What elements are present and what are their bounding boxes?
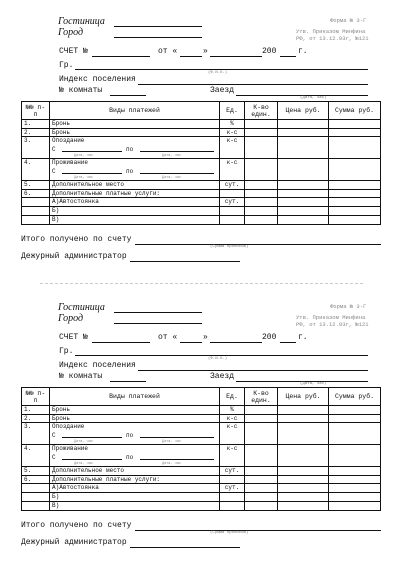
row-unit <box>220 216 245 225</box>
table-row <box>22 493 381 502</box>
row-qty[interactable] <box>245 493 278 502</box>
from-date-hint: Дата, час <box>74 175 93 180</box>
row-price[interactable] <box>278 467 329 476</box>
row-name-text: Бронь <box>52 414 71 422</box>
hotel-label: Гостиница <box>58 16 105 27</box>
payments-table <box>21 101 381 225</box>
row-name-text: А)Автостоянка <box>52 198 99 205</box>
from-label: С <box>52 431 56 439</box>
row-name-text: Дополнительные платные услуги: <box>52 475 161 483</box>
col-type: Виды платежей <box>50 102 220 120</box>
row-name-text: Б) <box>52 207 60 214</box>
row-name-text: Опоздание <box>52 137 85 144</box>
table-row <box>22 216 381 225</box>
row-price[interactable] <box>278 137 329 159</box>
to-date-hint: Дата, час <box>162 153 181 158</box>
cut-line <box>40 283 363 284</box>
city-field[interactable] <box>114 37 202 38</box>
to-label: по <box>126 453 134 461</box>
zip-field[interactable] <box>138 370 368 371</box>
zip-field[interactable] <box>138 84 368 85</box>
row-sum[interactable] <box>329 120 381 129</box>
citizen-field[interactable] <box>75 355 368 356</box>
row-price[interactable] <box>278 502 329 511</box>
invoice-label: СЧЕТ № <box>59 333 88 342</box>
row-price[interactable] <box>278 414 329 423</box>
table-row <box>22 502 381 511</box>
checkin-hint: (Дата, час) <box>300 96 327 100</box>
quote-close: » <box>203 47 208 56</box>
col-qty: К-во един. <box>245 388 278 406</box>
row-price[interactable] <box>278 181 329 190</box>
row-qty[interactable] <box>245 137 278 159</box>
row-price[interactable] <box>278 120 329 129</box>
fio-hint: (Ф.И.О.) <box>208 71 228 75</box>
table-row <box>22 467 381 476</box>
row-price[interactable] <box>278 445 329 467</box>
row-unit: к-с <box>220 128 245 137</box>
table-row <box>22 137 381 159</box>
table-row <box>22 120 381 129</box>
quote-close: » <box>203 333 208 342</box>
table-row <box>22 159 381 181</box>
row-no: 6. <box>22 189 50 198</box>
row-price[interactable] <box>278 159 329 181</box>
row-name <box>50 406 220 415</box>
day-field[interactable] <box>180 342 202 343</box>
from-date-field[interactable] <box>62 453 122 460</box>
row-name <box>50 423 220 445</box>
row-no: 4. <box>22 159 50 181</box>
row-name-text: Бронь <box>52 120 71 127</box>
row-unit <box>220 207 245 216</box>
row-name <box>50 475 220 484</box>
row-name-text: Опоздание <box>52 423 85 430</box>
row-name <box>50 189 220 198</box>
row-no <box>22 502 50 511</box>
form-code: Форма № 3-Г <box>330 303 367 310</box>
row-unit: % <box>220 120 245 129</box>
row-sum[interactable] <box>329 207 381 216</box>
row-qty[interactable] <box>245 189 278 198</box>
table-row <box>22 423 381 445</box>
approval-line-2: РФ, от 13.12.93г, №121 <box>296 321 369 328</box>
date-range <box>52 431 217 444</box>
payments-table <box>21 387 381 511</box>
row-unit <box>220 475 245 484</box>
col-qty: К-во един. <box>245 102 278 120</box>
row-price[interactable] <box>278 475 329 484</box>
row-unit: % <box>220 406 245 415</box>
row-sum[interactable] <box>329 406 381 415</box>
row-name-text: Бронь <box>52 406 71 413</box>
month-field[interactable] <box>210 56 262 57</box>
table-row <box>22 475 381 484</box>
to-date-field[interactable] <box>140 431 214 438</box>
room-label: № комнаты <box>59 372 103 381</box>
row-unit: сут. <box>220 198 245 207</box>
row-qty[interactable] <box>245 207 278 216</box>
row-sum[interactable] <box>329 414 381 423</box>
row-name <box>50 198 220 207</box>
row-sum[interactable] <box>329 181 381 190</box>
checkin-hint: (Дата, час) <box>300 382 327 386</box>
table-row <box>22 189 381 198</box>
row-no: 1. <box>22 120 50 129</box>
row-qty[interactable] <box>245 159 278 181</box>
row-name <box>50 159 220 181</box>
received-field[interactable] <box>135 530 381 531</box>
row-unit: к-с <box>220 137 245 159</box>
row-qty[interactable] <box>245 198 278 207</box>
to-date-field[interactable] <box>140 145 214 152</box>
invoice-label: СЧЕТ № <box>59 47 88 56</box>
form-code: Форма № 3-Г <box>330 17 367 24</box>
row-qty[interactable] <box>245 475 278 484</box>
row-sum[interactable] <box>329 475 381 484</box>
row-sum[interactable] <box>329 423 381 445</box>
row-sum[interactable] <box>329 493 381 502</box>
row-sum[interactable] <box>329 159 381 181</box>
row-qty[interactable] <box>245 423 278 445</box>
fio-hint: (Ф.И.О.) <box>208 357 228 361</box>
row-name-text: Дополнительное место <box>52 181 125 188</box>
approval-line-1: Утв. Приказом Минфина <box>296 314 366 321</box>
row-price[interactable] <box>278 216 329 225</box>
row-unit <box>220 502 245 511</box>
row-no <box>22 493 50 502</box>
date-range <box>52 167 217 180</box>
checkin-label: Заезд <box>210 86 235 95</box>
room-label: № комнаты <box>59 86 103 95</box>
row-price[interactable] <box>278 207 329 216</box>
date-range <box>52 453 217 466</box>
row-no <box>22 216 50 225</box>
table-row <box>22 128 381 137</box>
row-unit: к-с <box>220 414 245 423</box>
col-price: Цена руб. <box>278 102 329 120</box>
row-price[interactable] <box>278 189 329 198</box>
row-name-text: Бронь <box>52 128 71 136</box>
row-qty[interactable] <box>245 414 278 423</box>
row-qty[interactable] <box>245 216 278 225</box>
row-name <box>50 445 220 467</box>
from-date-field[interactable] <box>62 431 122 438</box>
approval-line-2: РФ, от 13.12.93г, №121 <box>296 35 369 42</box>
table-row <box>22 445 381 467</box>
row-price[interactable] <box>278 406 329 415</box>
year-suffix: г. <box>298 47 308 56</box>
date-range <box>52 145 217 158</box>
from-label: от « <box>158 333 178 342</box>
row-no: 5. <box>22 467 50 476</box>
row-no: 3. <box>22 423 50 445</box>
row-name <box>50 484 220 493</box>
table-row <box>22 207 381 216</box>
row-price[interactable] <box>278 128 329 137</box>
row-unit: к-с <box>220 445 245 467</box>
row-sum[interactable] <box>329 128 381 137</box>
admin-signature-field[interactable] <box>130 261 240 262</box>
year-field[interactable] <box>280 342 296 343</box>
col-sum: Сумма руб. <box>329 102 381 120</box>
row-name-text: Проживание <box>52 159 89 166</box>
row-name <box>50 467 220 476</box>
citizen-field[interactable] <box>75 69 368 70</box>
to-date-hint: Дата, час <box>162 175 181 180</box>
row-qty[interactable] <box>245 181 278 190</box>
row-no: 5. <box>22 181 50 190</box>
to-date-hint: Дата, час <box>162 439 181 444</box>
row-name-text: В) <box>52 216 60 223</box>
row-name-text: В) <box>52 502 60 509</box>
from-label: от « <box>158 47 178 56</box>
from-label: С <box>52 145 56 153</box>
received-field[interactable] <box>135 244 381 245</box>
row-unit: сут. <box>220 467 245 476</box>
hotel-label: Гостиница <box>58 302 105 313</box>
row-no: 2. <box>22 414 50 423</box>
table-row <box>22 181 381 190</box>
citizen-label: Гр. <box>59 347 74 356</box>
row-name-text: Дополнительные платные услуги: <box>52 189 161 197</box>
row-name-text: А)Автостоянка <box>52 484 99 491</box>
table-row <box>22 484 381 493</box>
row-name <box>50 493 220 502</box>
row-price[interactable] <box>278 198 329 207</box>
invoice-number-field[interactable] <box>92 56 150 57</box>
row-name <box>50 502 220 511</box>
invoice-number-field[interactable] <box>92 342 150 343</box>
row-no: 2. <box>22 128 50 137</box>
col-price: Цена руб. <box>278 388 329 406</box>
row-no <box>22 207 50 216</box>
row-name <box>50 181 220 190</box>
row-sum[interactable] <box>329 189 381 198</box>
year-prefix: 200 <box>262 333 277 342</box>
invoice-form-top <box>0 0 403 285</box>
from-label: С <box>52 167 56 175</box>
table-row <box>22 414 381 423</box>
from-date-field[interactable] <box>62 167 122 174</box>
citizen-label: Гр. <box>59 61 74 70</box>
col-no: №№ п-п <box>22 102 50 120</box>
admin-label: Дежурный администратор <box>21 538 127 547</box>
row-name <box>50 137 220 159</box>
row-no: 6. <box>22 475 50 484</box>
row-name-text: Дополнительное место <box>52 467 125 474</box>
invoice-form-bottom <box>0 286 403 571</box>
row-qty[interactable] <box>245 467 278 476</box>
row-name <box>50 128 220 137</box>
row-no <box>22 198 50 207</box>
row-unit: сут. <box>220 484 245 493</box>
from-date-hint: Дата, час <box>74 439 93 444</box>
row-price[interactable] <box>278 493 329 502</box>
row-sum[interactable] <box>329 467 381 476</box>
room-field[interactable] <box>110 95 146 96</box>
sum-hint: (Сумма прописью) <box>210 531 249 535</box>
to-date-field[interactable] <box>140 453 214 460</box>
row-unit <box>220 189 245 198</box>
from-date-hint: Дата, час <box>74 461 93 466</box>
row-name-text: Проживание <box>52 445 89 452</box>
admin-label: Дежурный администратор <box>21 252 127 261</box>
row-unit: к-с <box>220 159 245 181</box>
row-sum[interactable] <box>329 198 381 207</box>
sum-hint: (Сумма прописью) <box>210 245 249 249</box>
row-sum[interactable] <box>329 502 381 511</box>
row-sum[interactable] <box>329 137 381 159</box>
from-date-field[interactable] <box>62 145 122 152</box>
zip-label: Индекс поселения <box>59 361 136 370</box>
day-field[interactable] <box>180 56 202 57</box>
row-no: 1. <box>22 406 50 415</box>
table-row <box>22 198 381 207</box>
received-label: Итого получено по счету <box>21 521 132 530</box>
col-no: №№ п-п <box>22 388 50 406</box>
row-name <box>50 414 220 423</box>
row-qty[interactable] <box>245 445 278 467</box>
from-date-hint: Дата, час <box>74 153 93 158</box>
received-label: Итого получено по счету <box>21 235 132 244</box>
row-price[interactable] <box>278 423 329 445</box>
year-prefix: 200 <box>262 47 277 56</box>
city-field[interactable] <box>114 323 202 324</box>
hotel-field[interactable] <box>114 26 202 27</box>
row-qty[interactable] <box>245 406 278 415</box>
col-unit: Ед. <box>220 102 245 120</box>
row-unit: к-с <box>220 423 245 445</box>
admin-signature-field[interactable] <box>130 547 240 548</box>
to-label: по <box>126 431 134 439</box>
year-suffix: г. <box>298 333 308 342</box>
hotel-field[interactable] <box>114 312 202 313</box>
row-qty[interactable] <box>245 128 278 137</box>
row-unit <box>220 493 245 502</box>
row-qty[interactable] <box>245 484 278 493</box>
row-no: 3. <box>22 137 50 159</box>
row-name <box>50 216 220 225</box>
checkin-label: Заезд <box>210 372 235 381</box>
row-name <box>50 207 220 216</box>
from-label: С <box>52 453 56 461</box>
row-sum[interactable] <box>329 484 381 493</box>
to-date-hint: Дата, час <box>162 461 181 466</box>
row-sum[interactable] <box>329 216 381 225</box>
row-qty[interactable] <box>245 502 278 511</box>
row-unit: сут. <box>220 181 245 190</box>
to-date-field[interactable] <box>140 167 214 174</box>
row-no: 4. <box>22 445 50 467</box>
row-sum[interactable] <box>329 445 381 467</box>
row-name-text: Б) <box>52 493 60 500</box>
to-label: по <box>126 167 134 175</box>
table-row <box>22 406 381 415</box>
city-label: Город <box>58 27 84 38</box>
room-field[interactable] <box>110 381 146 382</box>
col-unit: Ед. <box>220 388 245 406</box>
row-no <box>22 484 50 493</box>
zip-label: Индекс поселения <box>59 75 136 84</box>
city-label: Город <box>58 313 84 324</box>
month-field[interactable] <box>210 342 262 343</box>
row-name <box>50 120 220 129</box>
row-price[interactable] <box>278 484 329 493</box>
row-qty[interactable] <box>245 120 278 129</box>
col-sum: Сумма руб. <box>329 388 381 406</box>
to-label: по <box>126 145 134 153</box>
year-field[interactable] <box>280 56 296 57</box>
approval-line-1: Утв. Приказом Минфина <box>296 28 366 35</box>
col-type: Виды платежей <box>50 388 220 406</box>
